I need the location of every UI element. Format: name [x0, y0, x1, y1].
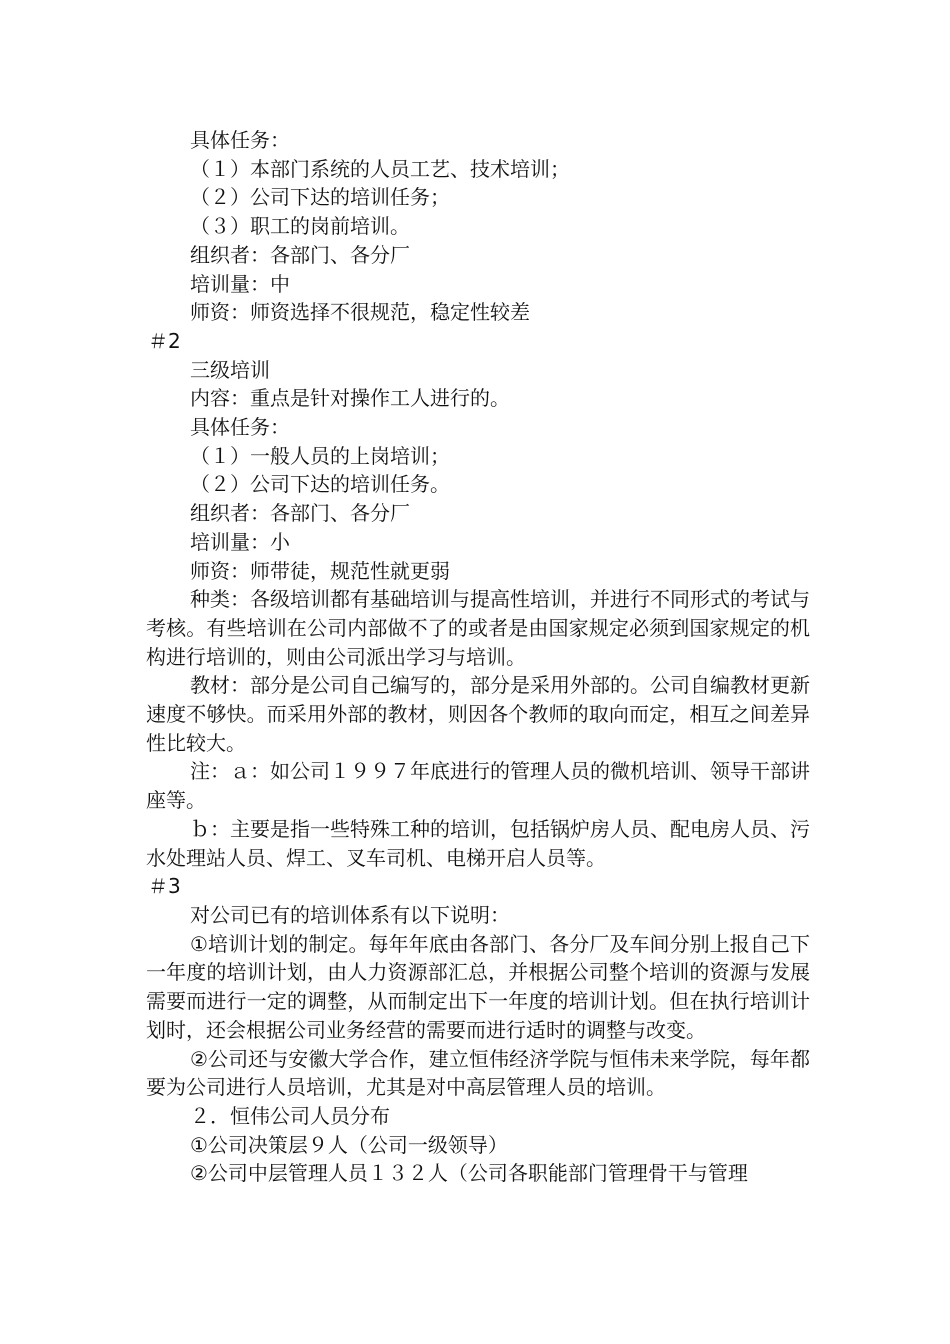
text-line: （１）一般人员的上岗培训； [190, 443, 450, 468]
text-line: 师资：师资选择不很规范，稳定性较差 [190, 300, 530, 325]
text-line: 师资：师带徒，规范性就更弱 [190, 558, 450, 583]
text-line: （２）公司下达的培训任务。 [190, 472, 450, 497]
text-line: 内容：重点是针对操作工人进行的。 [190, 386, 510, 411]
text-line: ②公司中层管理人员１３２人（公司各职能部门管理骨干与管理 [190, 1161, 748, 1186]
document-body [146, 126, 810, 1188]
section-heading: 三级培训 [190, 357, 270, 382]
text-line: 具体任务： [190, 128, 290, 152]
text-line: ①公司决策层９人（公司一级领导） [190, 1132, 508, 1157]
text-line: 对公司已有的培训体系有以下说明： [190, 902, 510, 927]
paragraph: 种类：各级培训都有基础培训与提高性培训，并进行不同形式的考试与考核。有些培训在公司内部做不了的或者是由国家规定必须到国家规定的机构进行培训的，则由公司派出学习与培训。 [146, 587, 810, 669]
section-marker: ＃2 [148, 328, 181, 353]
paragraph: ①培训计划的制定。每年年底由各部门、各分厂及车间分别上报自己下一年度的培训计划，由人力资源部汇总，并根据公司整个培训的资源与发展需要而进行一定的调整，从而制定出下一年度的培训计划。但在执行培训计划时，还会根据公司业务经营的需要而进行适时的调整与改变。 [146, 931, 810, 1042]
text-line: 具体任务： [190, 415, 290, 440]
text-line: 培训量：中 [190, 271, 290, 296]
text-line: 组织者：各部门、各分厂 [190, 501, 410, 526]
section-heading: ２．恒伟公司人员分布 [190, 1103, 390, 1128]
paragraph: 注：ａ：如公司１９９７年底进行的管理人员的微机培训、领导干部讲座等。 [146, 759, 810, 813]
section-marker: ＃3 [148, 874, 181, 899]
text-line: （１）本部门系统的人员工艺、技术培训； [190, 156, 570, 181]
text-line: （３）职工的岗前培训。 [190, 214, 410, 239]
text-line: 组织者：各部门、各分厂 [190, 242, 410, 267]
text-line: 培训量：小 [190, 529, 290, 554]
paragraph: ②公司还与安徽大学合作，建立恒伟经济学院与恒伟未来学院，每年都要为公司进行人员培训，尤其是对中高层管理人员的培训。 [146, 1046, 810, 1100]
paragraph: ｂ：主要是指一些特殊工种的培训，包括锅炉房人员、配电房人员、污水处理站人员、焊工、叉车司机、电梯开启人员等。 [146, 816, 810, 870]
paragraph: 教材：部分是公司自己编写的，部分是采用外部的。公司自编教材更新速度不够快。而采用外部的教材，则因各个教师的取向而定，相互之间差异性比较大。 [146, 673, 810, 755]
text-line: （２）公司下达的培训任务； [190, 185, 450, 210]
